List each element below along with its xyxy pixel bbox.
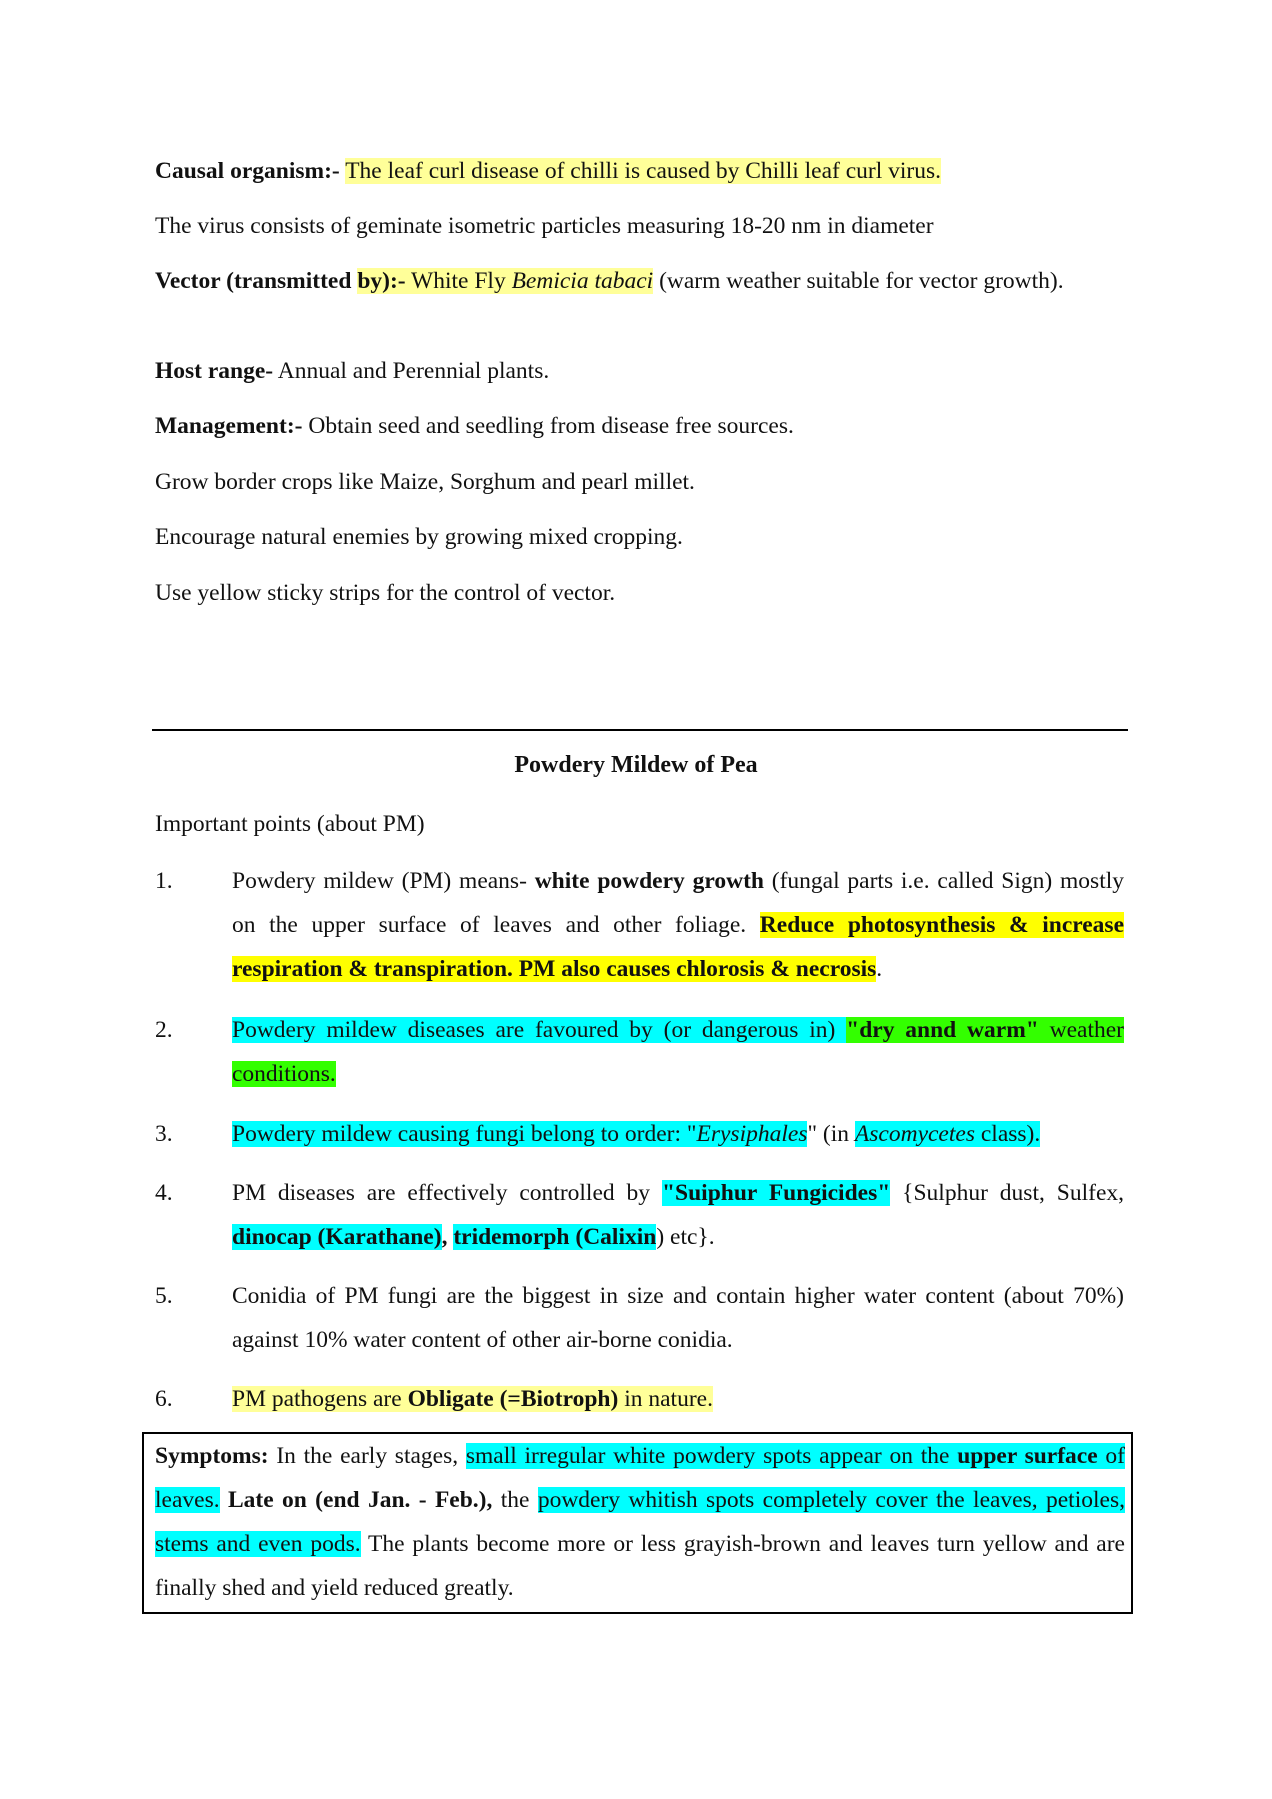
symptoms-paragraph [155, 1434, 1125, 1610]
symptoms-highlight: small irregular white powdery spots appear on the [465, 1443, 958, 1469]
item-text: (fungal parts i.e. called Sign) mostly on the upper surface of leaves and other foliage. [232, 868, 1124, 938]
vector-label-by: by):- [357, 268, 406, 294]
item-number: 5. [155, 1283, 173, 1309]
causal-organism-text: The leaf curl disease of chilli is caused by Chilli leaf curl virus. [345, 158, 941, 184]
section-divider [152, 729, 1128, 731]
list-item [232, 859, 1124, 991]
item-highlight: class). [974, 1121, 1041, 1147]
section-title: Powdery Mildew of Pea [514, 752, 758, 778]
item-number: 3. [155, 1121, 173, 1147]
item-highlight: Reduce photosynthesis & increase respiration & transpiration. PM also causes chlorosis & necrosis [232, 912, 1125, 982]
item-highlight: Powdery mildew causing fungi belong to order: " [232, 1121, 697, 1147]
symptoms-text: In the early stages, [268, 1443, 466, 1469]
item-text: , [441, 1224, 454, 1250]
symptoms-text: the [492, 1487, 538, 1513]
item-highlight: Obligate (=Biotroph) [407, 1386, 619, 1412]
item-highlight: "Suiphur Fungicides" [661, 1180, 891, 1206]
item-highlight: tridemorph (Calixin [453, 1224, 657, 1250]
management-text: Obtain seed and seedling from disease free sources. [302, 413, 794, 439]
symptoms-bold: Late on (end Jan. - Feb.), [219, 1487, 493, 1513]
management-line [155, 409, 1125, 443]
item-text: {Sulphur dust, Sulfex, [890, 1180, 1125, 1206]
list-item [232, 1274, 1124, 1362]
vector-text: White Fly [405, 268, 512, 294]
causal-organism-line [155, 154, 1125, 188]
management-item: Use yellow sticky strips for the control of vector. [155, 580, 616, 606]
item-text: " (in [807, 1121, 855, 1147]
item-highlight: PM pathogens are [232, 1386, 408, 1412]
management-item: Encourage natural enemies by growing mixed cropping. [155, 524, 683, 550]
item-highlight: dinocap (Karathane) [232, 1224, 442, 1250]
vector-text-end: (warm weather suitable for vector growth). [653, 268, 1064, 294]
item-highlight: weather conditions. [232, 1017, 1125, 1087]
item-highlight: in nature. [618, 1386, 713, 1412]
item-text: ) etc}. [656, 1224, 715, 1250]
management-label: Management:- [155, 413, 303, 439]
intro-line: Important points (about PM) [155, 811, 425, 837]
list-item [232, 1008, 1124, 1096]
vector-species: Bemicia tabaci [511, 268, 654, 294]
item-highlight: "dry annd warm" [846, 1017, 1039, 1043]
list-item [232, 1377, 1124, 1421]
symptoms-highlight: powdery whitish spots completely cover the leaves, petioles, stems and even pods. [155, 1487, 1125, 1557]
item-italic: Ascomycetes [854, 1121, 975, 1147]
list-item [232, 1171, 1124, 1259]
item-text: PM diseases are effectively controlled by [232, 1180, 662, 1206]
symptoms-label: Symptoms: [155, 1443, 269, 1469]
item-bold: white powdery growth [534, 868, 764, 894]
item-number: 4. [155, 1180, 173, 1206]
symptoms-highlight: of leaves. [155, 1443, 1125, 1513]
host-range-line [155, 354, 1125, 388]
management-item: Grow border crops like Maize, Sorghum and pearl millet. [155, 469, 695, 495]
vector-paragraph [155, 264, 1125, 298]
host-range-text: Annual and Perennial plants. [273, 358, 550, 384]
causal-organism-label: Causal organism:- [155, 158, 340, 184]
item-text: Conidia of PM fungi are the biggest in size and contain higher water content (about 70%) against 10% water content of other air-borne conidia. [232, 1283, 1124, 1353]
vector-label: Vector (transmitted [155, 268, 358, 294]
item-text: Powdery mildew (PM) means- [232, 868, 535, 894]
item-text: . [876, 956, 883, 982]
symptoms-text: The plants become more or less grayish-brown and leaves turn yellow and are finally shed and yield reduced greatly. [155, 1531, 1125, 1601]
list-item [232, 1112, 1124, 1156]
item-highlight: Powdery mildew diseases are favoured by (or dangerous in) [232, 1017, 847, 1043]
item-italic: Erysiphales [696, 1121, 808, 1147]
virus-description: The virus consists of geminate isometric particles measuring 18-20 nm in diameter [155, 213, 934, 239]
host-range-label: Host range- [155, 358, 274, 384]
item-number: 2. [155, 1017, 173, 1043]
item-number: 6. [155, 1386, 173, 1412]
item-number: 1. [155, 868, 173, 894]
symptoms-highlight-bold: upper surface [957, 1443, 1098, 1469]
